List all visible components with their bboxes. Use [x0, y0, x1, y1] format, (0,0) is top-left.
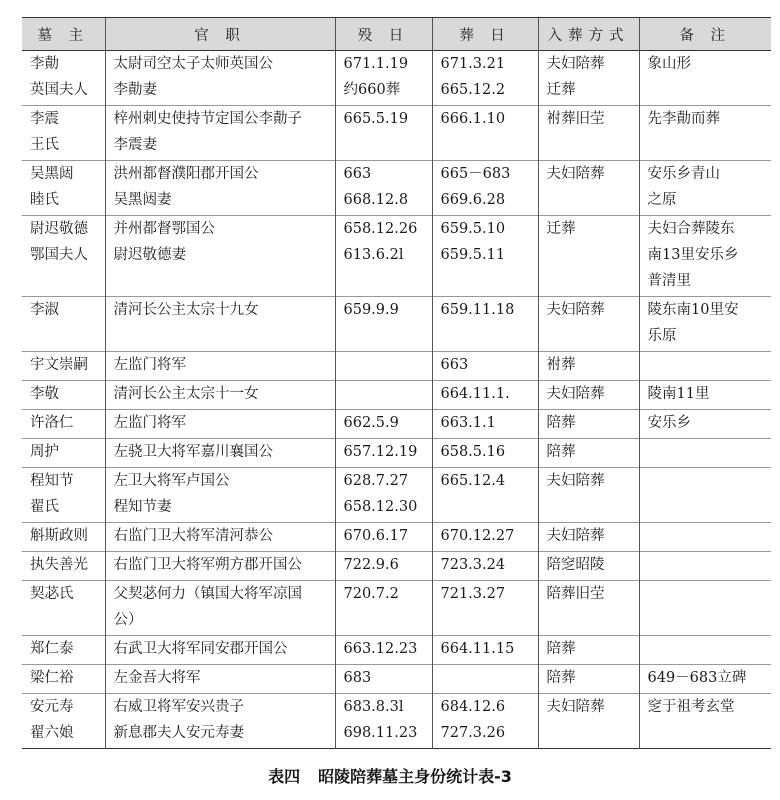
cell-burial-date — [432, 636, 538, 665]
cell-tomb-owner — [22, 381, 105, 410]
header-burial-date: 葬 日 — [432, 18, 538, 51]
cell-line: 契苾氏 — [30, 586, 74, 602]
cell-line: 左金吾大将军 — [113, 670, 201, 686]
cell-burial-method — [538, 51, 639, 106]
cell-tomb-owner — [22, 106, 105, 161]
cell-line: 右监门卫大将军清河恭公 — [113, 528, 273, 544]
cell-line: 太尉司空太子太师英国公 — [113, 56, 273, 72]
cell-official-title — [105, 51, 335, 106]
cell-tomb-owner — [22, 694, 105, 749]
cell-line: 659.5.11 — [440, 247, 506, 263]
cell-burial-method — [538, 581, 639, 636]
cell-official-title — [105, 297, 335, 352]
cell-line: 王氏 — [30, 137, 59, 153]
cell-line: 698.11.23 — [343, 725, 418, 741]
cell-line: 斛斯政则 — [30, 528, 88, 544]
cell-death-date — [335, 297, 432, 352]
cell-death-date — [335, 381, 432, 410]
cell-line: 陵东南10里安 — [647, 302, 739, 318]
cell-line: 722.9.6 — [343, 557, 399, 573]
cell-line: 夫妇陪葬 — [546, 528, 605, 544]
cell-burial-method — [538, 552, 639, 581]
cell-death-date — [335, 636, 432, 665]
cell-tomb-owner — [22, 636, 105, 665]
cell-line: 陪窆昭陵 — [546, 557, 605, 573]
cell-line: 665.12.2 — [440, 82, 506, 98]
cell-line: 洪州都督濮阳郡开国公 — [113, 166, 259, 182]
header-death-date: 殁 日 — [335, 18, 432, 51]
cell-burial-date — [432, 161, 538, 216]
cell-line: 657.12.19 — [343, 444, 418, 460]
cell-line: 李勣 — [30, 56, 59, 72]
cell-line: 宇文崇嗣 — [30, 357, 88, 373]
cell-line: 许洛仁 — [30, 415, 74, 431]
cell-line: 李勣妻 — [113, 82, 157, 98]
cell-official-title — [105, 352, 335, 381]
cell-burial-date — [432, 297, 538, 352]
cell-line: 659.9.9 — [343, 302, 399, 318]
cell-line: 左监门将军 — [113, 357, 186, 373]
cell-remarks — [639, 439, 771, 468]
cell-burial-method — [538, 106, 639, 161]
cell-line: 665.12.4 — [440, 473, 506, 489]
cell-death-date — [335, 468, 432, 523]
cell-line: 安元寿 — [30, 699, 74, 715]
cell-remarks — [639, 381, 771, 410]
cell-line: 夫妇陪葬 — [546, 473, 605, 489]
cell-remarks — [639, 523, 771, 552]
cell-remarks — [639, 468, 771, 523]
cell-line: 613.6.2l — [343, 247, 404, 263]
cell-line: 约660葬 — [343, 82, 401, 98]
cell-death-date — [335, 106, 432, 161]
cell-line: 并州都督鄂国公 — [113, 221, 215, 237]
cell-official-title — [105, 523, 335, 552]
cell-line: 窆于祖考玄堂 — [647, 699, 735, 715]
header-official-title: 官 职 — [105, 18, 335, 51]
cell-death-date — [335, 665, 432, 694]
cell-line: 夫妇陪葬 — [546, 386, 605, 402]
table-caption — [0, 764, 780, 787]
cell-remarks — [639, 352, 771, 381]
cell-line: 670.12.27 — [440, 528, 515, 544]
table-row — [22, 523, 771, 552]
burial-table-container — [22, 17, 771, 749]
cell-line: 先李勣而葬 — [647, 111, 720, 127]
cell-line: 安乐乡青山 — [647, 166, 720, 182]
cell-line: 陪葬旧茔 — [546, 586, 605, 602]
cell-line: 684.12.6 — [440, 699, 506, 715]
cell-burial-method — [538, 352, 639, 381]
cell-line: 清河长公主太宗十一女 — [113, 386, 259, 402]
cell-remarks — [639, 216, 771, 297]
cell-remarks — [639, 694, 771, 749]
cell-official-title — [105, 381, 335, 410]
header-remarks: 备 注 — [639, 18, 771, 51]
cell-line: 658.12.30 — [343, 499, 418, 515]
cell-burial-date — [432, 352, 538, 381]
cell-line: 尉迟敬德 — [30, 221, 88, 237]
cell-line: 左卫大将军卢国公 — [113, 473, 230, 489]
cell-line: 683 — [343, 670, 372, 686]
cell-line: 陪葬 — [546, 670, 576, 686]
cell-line: 669.6.28 — [440, 192, 506, 208]
cell-burial-date — [432, 216, 538, 297]
cell-death-date — [335, 352, 432, 381]
cell-line: 父契苾何力（镇国大将军凉国 — [113, 586, 302, 602]
cell-line: 尉迟敬德妻 — [113, 247, 186, 263]
header-tomb-owner: 墓 主 — [22, 18, 105, 51]
cell-burial-date — [432, 410, 538, 439]
cell-line: 659.11.18 — [440, 302, 515, 318]
cell-official-title — [105, 468, 335, 523]
cell-tomb-owner — [22, 161, 105, 216]
table-row — [22, 439, 771, 468]
cell-line: 象山形 — [647, 56, 691, 72]
cell-line: 721.3.27 — [440, 586, 506, 602]
table-row — [22, 552, 771, 581]
table-row — [22, 216, 771, 297]
cell-line: 左骁卫大将军嘉川襄国公 — [113, 444, 273, 460]
cell-line: 662.5.9 — [343, 415, 399, 431]
cell-line: 李震 — [30, 111, 59, 127]
cell-remarks — [639, 581, 771, 636]
cell-line: 陪葬 — [546, 641, 576, 657]
cell-line: 鄂国夫人 — [30, 247, 88, 263]
cell-line: 723.3.24 — [440, 557, 506, 573]
cell-remarks — [639, 161, 771, 216]
table-row — [22, 106, 771, 161]
table-row — [22, 161, 771, 216]
cell-remarks — [639, 552, 771, 581]
cell-burial-date — [432, 106, 538, 161]
cell-line: 睦氏 — [30, 192, 59, 208]
cell-burial-method — [538, 636, 639, 665]
cell-death-date — [335, 523, 432, 552]
cell-remarks — [639, 636, 771, 665]
cell-burial-date — [432, 468, 538, 523]
caption-title: 昭陵陪葬墓主身份统计表-3 — [318, 767, 512, 786]
cell-line: 梓州刺史使持节定国公李勣子 — [113, 111, 302, 127]
cell-official-title — [105, 439, 335, 468]
cell-line: 右监门卫大将军朔方郡开国公 — [113, 557, 302, 573]
table-row — [22, 581, 771, 636]
cell-line: 683.8.3l — [343, 699, 404, 715]
caption-label: 表四 — [268, 767, 301, 786]
table-row — [22, 352, 771, 381]
table-header-row — [22, 18, 771, 51]
cell-official-title — [105, 581, 335, 636]
cell-line: 727.3.26 — [440, 725, 506, 741]
cell-burial-method — [538, 381, 639, 410]
cell-death-date — [335, 439, 432, 468]
cell-tomb-owner — [22, 410, 105, 439]
cell-official-title — [105, 106, 335, 161]
cell-line: 之原 — [647, 192, 677, 208]
cell-line: 英国夫人 — [30, 82, 88, 98]
cell-line: 665.5.19 — [343, 111, 409, 127]
cell-line: 李敬 — [30, 386, 59, 402]
cell-line: 658.5.16 — [440, 444, 506, 460]
cell-line: 李淑 — [30, 302, 59, 318]
cell-official-title — [105, 216, 335, 297]
cell-line: 翟氏 — [30, 499, 59, 515]
cell-line: 720.7.2 — [343, 586, 399, 602]
cell-tomb-owner — [22, 352, 105, 381]
cell-burial-date — [432, 439, 538, 468]
table-row — [22, 665, 771, 694]
cell-line: 程知节妻 — [113, 499, 172, 515]
cell-line: 663 — [343, 166, 372, 182]
cell-official-title — [105, 636, 335, 665]
cell-burial-method — [538, 468, 639, 523]
cell-burial-date — [432, 381, 538, 410]
cell-line: 628.7.27 — [343, 473, 409, 489]
cell-burial-method — [538, 439, 639, 468]
cell-burial-method — [538, 216, 639, 297]
cell-remarks — [639, 297, 771, 352]
cell-line: 南13里安乐乡 — [647, 247, 739, 263]
table-body — [22, 51, 771, 749]
cell-burial-date — [432, 523, 538, 552]
cell-line: 649－683立碑 — [647, 670, 747, 686]
table-row — [22, 297, 771, 352]
cell-line: 清河长公主太宗十九女 — [113, 302, 259, 318]
cell-burial-method — [538, 297, 639, 352]
cell-line: 吴黑闼妻 — [113, 192, 172, 208]
cell-line: 666.1.10 — [440, 111, 506, 127]
cell-line: 迁葬 — [546, 221, 576, 237]
cell-line: 658.12.26 — [343, 221, 418, 237]
cell-line: 663.12.23 — [343, 641, 418, 657]
cell-remarks — [639, 410, 771, 439]
cell-tomb-owner — [22, 468, 105, 523]
table-row — [22, 381, 771, 410]
cell-line: 公） — [113, 612, 143, 628]
table-row — [22, 468, 771, 523]
cell-death-date — [335, 552, 432, 581]
cell-line: 664.11.1. — [440, 386, 510, 402]
header-burial-method: 入葬方式 — [538, 18, 639, 51]
cell-official-title — [105, 665, 335, 694]
table-row — [22, 636, 771, 665]
cell-line: 吴黑闼 — [30, 166, 74, 182]
cell-official-title — [105, 552, 335, 581]
table-row — [22, 410, 771, 439]
cell-line: 迁葬 — [546, 82, 576, 98]
cell-death-date — [335, 581, 432, 636]
cell-remarks — [639, 106, 771, 161]
cell-burial-method — [538, 410, 639, 439]
cell-line: 郑仁泰 — [30, 641, 74, 657]
cell-tomb-owner — [22, 581, 105, 636]
cell-line: 陵南11里 — [647, 386, 710, 402]
cell-official-title — [105, 161, 335, 216]
table-row — [22, 694, 771, 749]
cell-death-date — [335, 51, 432, 106]
cell-death-date — [335, 694, 432, 749]
cell-tomb-owner — [22, 297, 105, 352]
cell-line: 夫妇陪葬 — [546, 699, 605, 715]
cell-burial-date — [432, 552, 538, 581]
cell-line: 671.1.19 — [343, 56, 409, 72]
cell-line: 陪葬 — [546, 415, 576, 431]
cell-line: 668.12.8 — [343, 192, 409, 208]
cell-tomb-owner — [22, 552, 105, 581]
cell-burial-date — [432, 665, 538, 694]
cell-line: 右威卫将军安兴贵子 — [113, 699, 244, 715]
cell-tomb-owner — [22, 439, 105, 468]
cell-line: 祔葬旧茔 — [546, 111, 605, 127]
cell-line: 659.5.10 — [440, 221, 506, 237]
cell-death-date — [335, 410, 432, 439]
cell-line: 周护 — [30, 444, 59, 460]
cell-death-date — [335, 161, 432, 216]
table-row — [22, 51, 771, 106]
cell-line: 祔葬 — [546, 357, 576, 373]
cell-line: 执失善光 — [30, 557, 88, 573]
cell-burial-date — [432, 694, 538, 749]
cell-line: 左监门将军 — [113, 415, 186, 431]
cell-tomb-owner — [22, 216, 105, 297]
cell-burial-method — [538, 523, 639, 552]
cell-line: 梁仁裕 — [30, 670, 74, 686]
cell-line: 夫妇陪葬 — [546, 56, 605, 72]
burial-table — [22, 17, 771, 749]
cell-line: 新息郡夫人安元寿妻 — [113, 725, 244, 741]
cell-line: 右武卫大将军同安郡开国公 — [113, 641, 288, 657]
cell-line: 663 — [440, 357, 469, 373]
cell-tomb-owner — [22, 665, 105, 694]
cell-death-date — [335, 216, 432, 297]
cell-remarks — [639, 665, 771, 694]
cell-line: 670.6.17 — [343, 528, 409, 544]
cell-line: 665－683 — [440, 166, 511, 182]
cell-line: 乐原 — [647, 328, 677, 344]
cell-line: 李震妻 — [113, 137, 157, 153]
cell-official-title — [105, 694, 335, 749]
cell-line: 安乐乡 — [647, 415, 691, 431]
cell-line: 陪葬 — [546, 444, 576, 460]
cell-burial-method — [538, 665, 639, 694]
cell-line: 普清里 — [647, 273, 691, 289]
cell-remarks — [639, 51, 771, 106]
cell-tomb-owner — [22, 523, 105, 552]
cell-burial-method — [538, 161, 639, 216]
cell-official-title — [105, 410, 335, 439]
cell-line: 夫妇陪葬 — [546, 166, 605, 182]
cell-burial-date — [432, 51, 538, 106]
cell-line: 671.3.21 — [440, 56, 506, 72]
cell-line: 夫妇陪葬 — [546, 302, 605, 318]
cell-line: 663.1.1 — [440, 415, 496, 431]
cell-burial-method — [538, 694, 639, 749]
cell-tomb-owner — [22, 51, 105, 106]
cell-line: 夫妇合葬陵东 — [647, 221, 735, 237]
cell-burial-date — [432, 581, 538, 636]
cell-line: 664.11.15 — [440, 641, 515, 657]
cell-line: 程知节 — [30, 473, 74, 489]
cell-line: 翟六娘 — [30, 725, 74, 741]
